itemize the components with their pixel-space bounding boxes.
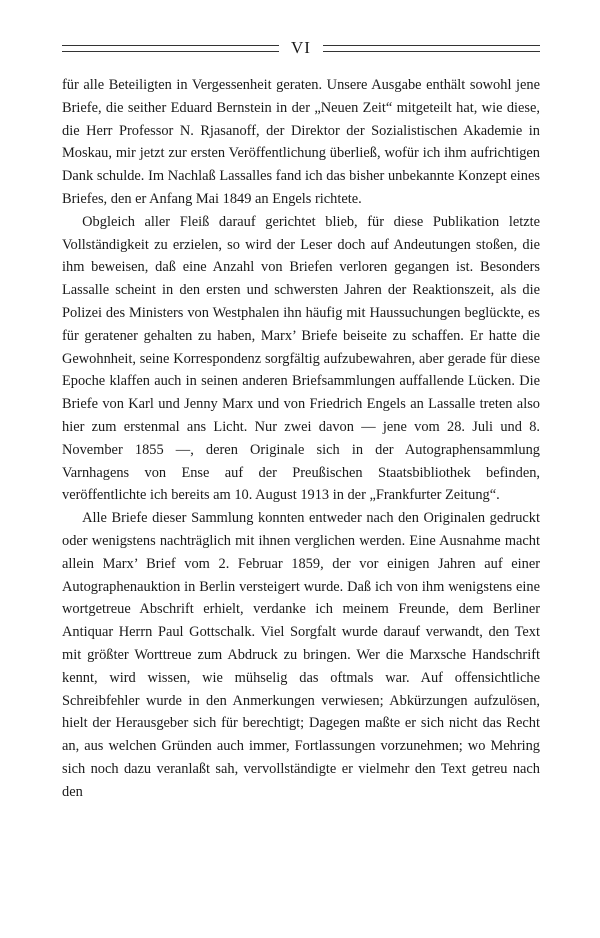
paragraph-2: Obgleich aller Fleiß darauf gerichtet blieb, für diese Publikation letzte Vollständigkeit zu erzielen, so wird der Leser doch auf Andeutungen stoßen, die ihm beweisen, daß eine Anzahl von Briefen verloren gegangen ist. Besonders Lassalle scheint in den ersten und schwersten Jahren der Reaktionszeit, als die Polizei des Ministers von Westphalen ihn häufig mit Haussuchungen beglückte, es für geratener gehalten zu haben, Marx’ Briefe beiseite zu schaffen. Er hatte die Gewohnheit, seine Korrespondenz sorgfältig aufzubewahren, aber gerade für diese Epoche klaffen auch in seinen anderen Briefsammlungen auffallende Lücken. Die Briefe von Karl und Jenny Marx und von Friedrich Engels an Lassalle treten also hier zum erstenmal ans Licht. Nur zwei davon — jene vom 28. Juli und 8. November 1855 —, deren Originale sich in der Autographensammlung Varnhagens von Ense auf der Preußischen Staatsbibliothek befinden, veröffentlichte ich bereits am 10. August 1913 in der „Frankfurter Zeitung“. [62, 213, 540, 504]
header-rule-right [323, 45, 540, 52]
paragraph-3: Alle Briefe dieser Sammlung konnten entweder nach den Originalen gedruckt oder wenigstens nachträglich mit ihnen verglichen werden. Eine Ausnahme macht allein Marx’ Brief vom 2. Februar 1859, der vor einigen Jahren auf einer Autographenauktion in Berlin versteigert wurde. Daß ich von ihm wenigstens eine wortgetreue Abschrift erhielt, verdanke ich meinem Freunde, dem Berliner Antiquar Herrn Paul Gottschalk. Viel Sorgfalt wurde darauf verwandt, den Text mit größter Worttreue zum Abdruck zu bringen. Wer die Marxsche Handschrift kennt, wird wissen, wie mühselig das oftmals war. Auf offensichtliche Schreibfehler wurde in den Anmerkungen verwiesen; Abkürzungen aufzulösen, hielt der Herausgeber sich für berechtigt; Dagegen maßte er sich nicht das Recht an, aus welchen Gründen auch immer, Fortlassungen vorzunehmen; wo Mehring sich noch dazu veranlaßt sah, vervollständigte er vielmehr den Text getreu nach den [62, 510, 540, 800]
body-text [62, 74, 540, 804]
page-number: VI [291, 38, 311, 57]
header-rule-left [62, 45, 279, 52]
page-header [62, 36, 540, 60]
paragraph-1: für alle Beteiligten in Vergessenheit geraten. Unsere Ausgabe enthält sowohl jene Briefe, die seither Eduard Bernstein in der „Neuen Zeit“ mitgeteilt hat, wie diese, die Herr Professor N. Rjasanoff, der Direktor der Sozialistischen Akademie in Moskau, mir jetzt zur ersten Veröffentlichung überließ, wofür ich ihm aufrichtigen Dank schulde. Im Nachlaß Lassalles fand ich das bisher unbekannte Konzept eines Briefes, den er Anfang Mai 1849 an Engels richtete. [62, 77, 540, 207]
